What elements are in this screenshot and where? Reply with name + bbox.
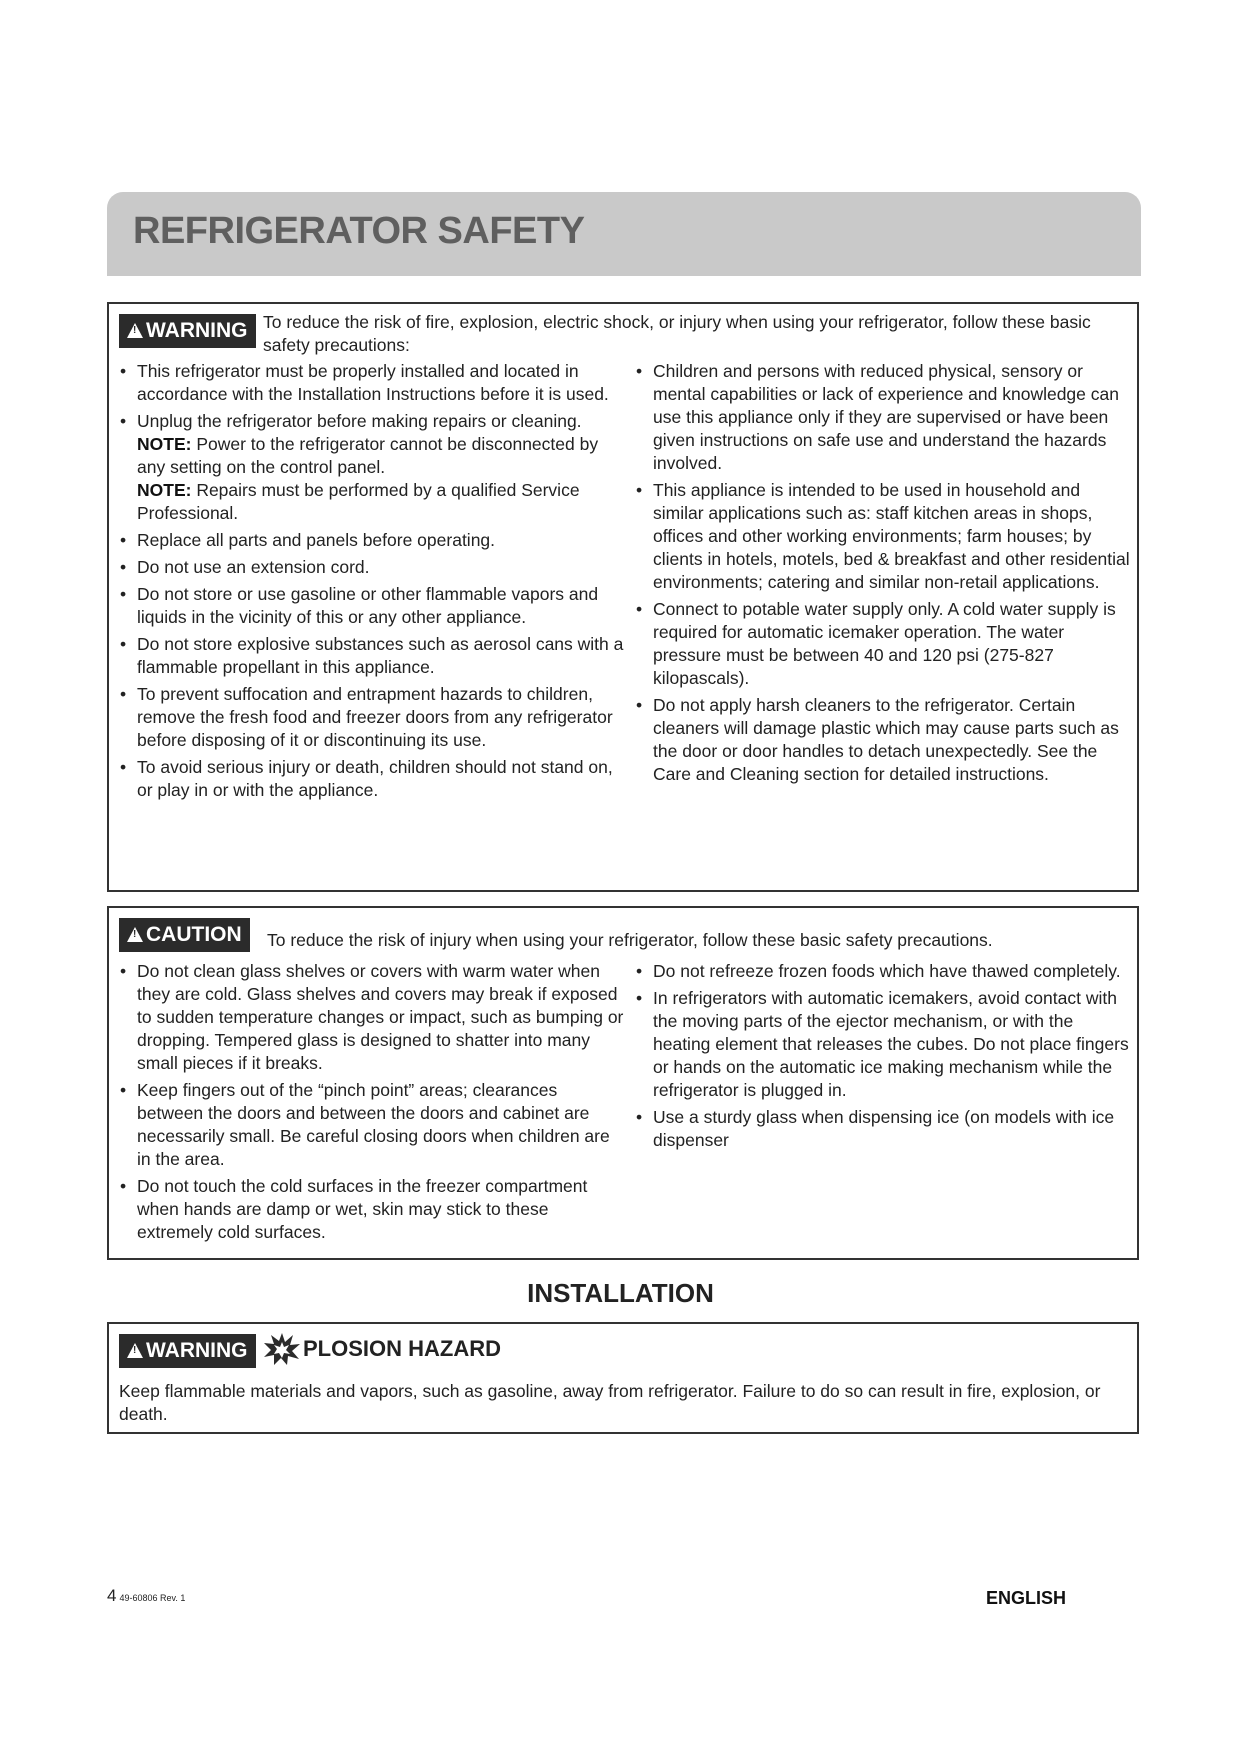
caution-intro: To reduce the risk of injury when using your refrigerator, follow these basic safety precautions. <box>267 930 993 950</box>
list-item: • This appliance is intended to be used in household and similar applications such as: staff kitchen areas in shops, offices and other working environments; farm houses; by clients in hotels, motels, bed & breakfast and other residential environments; catering and similar non-retail applications. <box>625 479 1135 594</box>
footer-language: ENGLISH <box>986 1588 1067 1608</box>
caution-badge-label: CAUTION <box>146 923 242 946</box>
list-item: • Unplug the refrigerator before making repairs or cleaning. <box>109 410 624 433</box>
warning-badge-label: WARNING <box>146 319 248 342</box>
warning-triangle-icon <box>127 323 143 338</box>
list-item: • Do not store explosive substances such as aerosol cans with a flammable propellant in this appliance. <box>109 633 624 679</box>
caution-left-column <box>109 960 624 1248</box>
list-item: • Do not clean glass shelves or covers with warm water when they are cold. Glass shelves and covers may break if exposed to sudden temperature changes or impact, such as bumping or dropping. Tempered glass is designed to shatter into many small pieces if it breaks. <box>109 960 624 1075</box>
list-item: • To prevent suffocation and entrapment hazards to children, remove the fresh food and freezer doors from any refrigerator before disposing of it or discontinuing its use. <box>109 683 624 752</box>
caution-box <box>107 906 1139 1260</box>
note-2 <box>137 479 624 525</box>
list-item: • Connect to potable water supply only. A cold water supply is required for automatic icemaker operation. The water pressure must be between 40 and 120 psi (275-827 kilopascals). <box>625 598 1135 690</box>
doc-code: 49-60806 Rev. 1 <box>119 1593 186 1603</box>
title-bar <box>107 192 1141 276</box>
note-label: NOTE: <box>137 480 192 500</box>
note-1 <box>137 433 624 479</box>
warning-box <box>107 302 1139 892</box>
caution-badge <box>119 918 250 952</box>
hazard-title-text: PLOSION HAZARD <box>303 1336 501 1361</box>
list-item: • To avoid serious injury or death, children should not stand on, or play in or with the appliance. <box>109 756 624 802</box>
warning-badge <box>119 314 256 348</box>
hazard-title <box>263 1332 501 1366</box>
caution-right-column <box>625 960 1135 1156</box>
warning-intro: To reduce the risk of fire, explosion, electric shock, or injury when using your refrigerator, follow these basic safety precautions: <box>263 312 1091 355</box>
note-text: Repairs must be performed by a qualified Service Professional. <box>137 480 580 523</box>
list-item: • Replace all parts and panels before operating. <box>109 529 624 552</box>
installation-warning-box <box>107 1322 1139 1434</box>
list-item: • Keep fingers out of the “pinch point” areas; clearances between the doors and between the doors and cabinet are necessarily small. Be careful closing doors when children are in the area. <box>109 1079 624 1171</box>
warning-right-column <box>625 360 1135 790</box>
page-number: 4 <box>107 1586 117 1605</box>
installation-heading: INSTALLATION <box>527 1278 714 1308</box>
list-item: • Do not apply harsh cleaners to the refrigerator. Certain cleaners will damage plastic which may cause parts such as the door or door handles to detach unexpectedly. See the Care and Cleaning section for detailed instructions. <box>625 694 1135 786</box>
warning-left-column <box>109 360 624 806</box>
explosion-icon <box>263 1332 301 1366</box>
note-text: Power to the refrigerator cannot be disconnected by any setting on the control panel. <box>137 434 599 477</box>
warning-badge-label: WARNING <box>146 1339 248 1362</box>
list-item: • This refrigerator must be properly installed and located in accordance with the Installation Instructions before it is used. <box>109 360 624 406</box>
warning-badge <box>119 1334 256 1368</box>
list-item: • Use a sturdy glass when dispensing ice (on models with ice dispenser <box>625 1106 1135 1152</box>
list-item: • Do not use an extension cord. <box>109 556 624 579</box>
footer-page-info <box>107 1586 185 1606</box>
list-item: • Do not touch the cold surfaces in the freezer compartment when hands are damp or wet, skin may stick to these extremely cold surfaces. <box>109 1175 624 1244</box>
warning-triangle-icon <box>127 1343 143 1358</box>
warning-triangle-icon <box>127 927 143 942</box>
note-label: NOTE: <box>137 434 192 454</box>
list-item: • Do not refreeze frozen foods which have thawed completely. <box>625 960 1135 983</box>
list-item: • In refrigerators with automatic icemakers, avoid contact with the moving parts of the ejector mechanism, or with the heating element that releases the cubes. Do not place fingers or hands on the automatic ice making mechanism while the refrigerator is plugged in. <box>625 987 1135 1102</box>
list-item: • Do not store or use gasoline or other flammable vapors and liquids in the vicinity of this or any other appliance. <box>109 583 624 629</box>
list-item: • Children and persons with reduced physical, sensory or mental capabilities or lack of experience and knowledge can use this appliance only if they are supervised or have been given instructions on safe use and understand the hazards involved. <box>625 360 1135 475</box>
hazard-text: Keep flammable materials and vapors, such as gasoline, away from refrigerator. Failure to do so can result in fire, explosion, or death. <box>119 1381 1101 1424</box>
page-title: REFRIGERATOR SAFETY <box>133 210 585 252</box>
